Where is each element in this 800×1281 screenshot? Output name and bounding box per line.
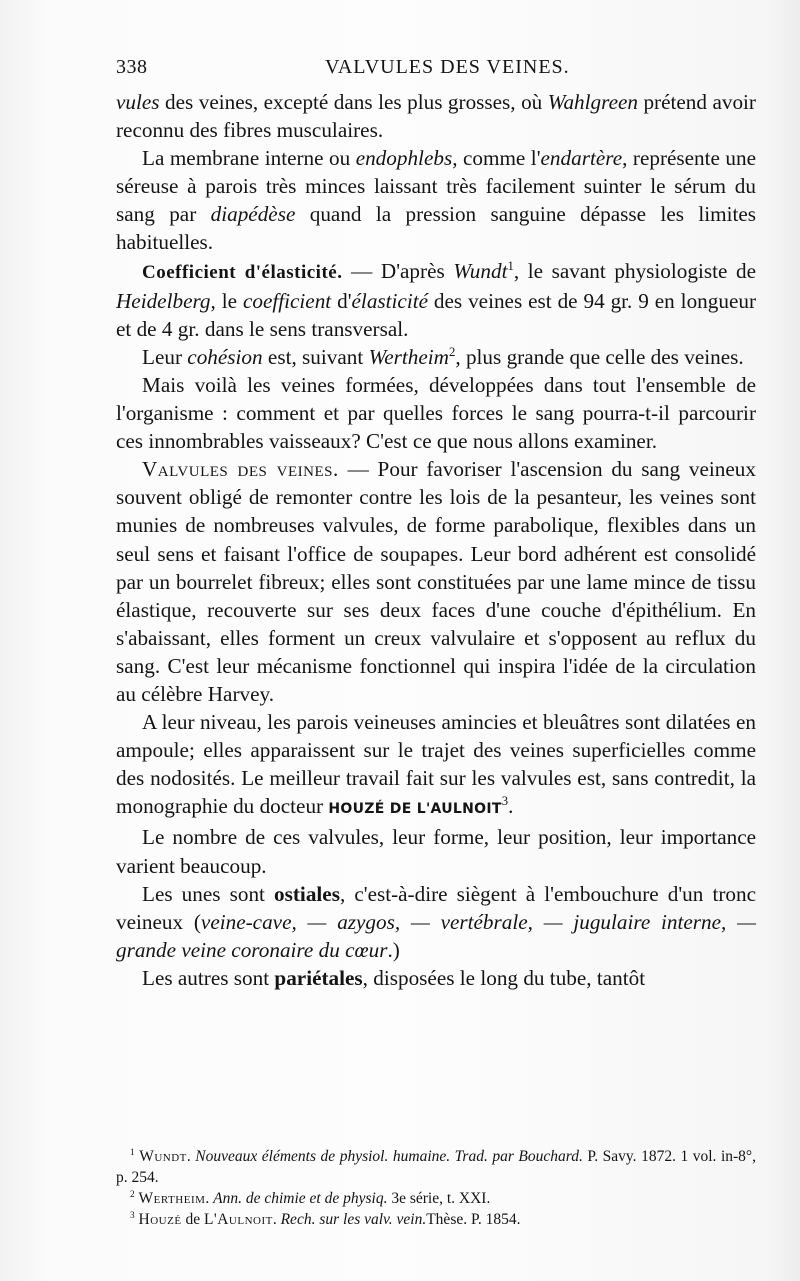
footnote-2 [116,1188,756,1209]
text-run: — Pour favoriser l'ascension du sang veineux souvent obligé de remonter contre les lois de la pesanteur, les veines sont munies de nombreuses valvules, de forme parabolique, flexibles dans un seul sens et faisant l'office de soupapes. Leur bord adhérent est consolidé par un bourrelet fibreux; elles sont constituées par une lame mince de tissu élastique, recouverte sur ses deux faces d'une couche d'épithélium. En s'abaissant, elles forment un creux valvulaire et s'opposent au reflux du sang. C'est leur mécanisme fonctionnel qui inspira l'idée de la circulation au célèbre Harvey. [116,457,756,706]
section-heading: Valvules des veines. [142,457,339,482]
text-run: , comme l' [452,146,541,171]
footnote-title: Rech. sur les valv. vein. [280,1211,427,1228]
body-text [116,88,756,992]
page-number: 338 [116,56,148,78]
footnote-ref: 1 [507,258,514,273]
text-run: A leur niveau, les parois veineuses amincies et bleuâtres sont dilatées en ampoule; elles apparaissent sur le trajet des veines superficielles comme des nodosités. Le meilleur travail fait sur les valvules est, sans contredit, la monographie du docteur [116,710,756,819]
footnote-author: L'Aulnoit [203,1211,273,1228]
footnote-mark: 1 [130,1147,135,1158]
italic-term: cohésion [187,344,263,369]
text-run: La membrane interne ou [142,146,356,171]
section-heading: Coefficient d'élasticité. [142,261,343,283]
footnote-3 [116,1209,756,1230]
footnote-mark: 2 [130,1189,135,1200]
text-run: . [205,1190,214,1207]
footnote-title: Ann. de chimie et de physiq. [213,1190,388,1207]
paragraph-7 [116,708,756,823]
text-run: , le [210,288,243,313]
italic-name: Wahlgreen [547,90,638,114]
text-run: . [272,1211,281,1228]
text-run: Thèse. P. 1854. [426,1211,521,1228]
text-run: 3e série, t. XXI. [387,1190,491,1207]
running-title: VALVULES DES VEINES. [325,56,570,78]
italic-term: vules [116,90,160,114]
text-run: Les autres sont [142,965,275,990]
paragraph-8: Le nombre de ces valvules, leur forme, leur position, leur importance varient beaucoup. [116,825,756,878]
paragraph-3 [116,257,756,343]
italic-term: endophlebs [355,146,453,171]
text-run: prétend avoir reconnu des fibres musculaires. [116,90,756,143]
bold-term: pariétales [274,965,363,990]
text-run: , c'est-à-dire siègent à l'embouchure d'un tronc veineux ( [116,881,756,934]
text-run: , plus grande que celle des veines. [455,344,744,369]
text-run: Les unes sont [142,881,275,906]
italic-term: élasticité [351,288,429,313]
text-run: .) [387,937,400,962]
italic-name: Wertheim [368,344,449,369]
text-run: , le savant physiologiste de [513,258,757,283]
italic-term: diapédèse [210,202,296,227]
paragraph-1 [116,88,756,144]
paragraph-4 [116,343,756,371]
paragraph-10 [116,964,756,992]
italic-term: endartère [540,146,623,171]
footnote-mark: 3 [130,1210,135,1221]
author-name: HOUZÉ DE L'AULNOIT [328,801,502,818]
paragraph-5: Mais voilà les veines formées, développées dans tout l'ensemble de l'organisme : comment et par quelles forces le sang pourra-t-il parcourir ces innombrables vaisseaux? C'est ce que nous allons examiner. [116,372,756,454]
text-run: , disposées le long du tube, tantôt [362,965,646,990]
paragraph-2 [116,144,756,256]
text-run: — D'après [342,258,454,283]
italic-name: Wundt [453,258,508,283]
text-run: , représente une séreuse à parois très minces laissant très facilement suinter le sérum du sang par [116,146,757,227]
footnotes [116,1146,756,1230]
text-run: des veines, excepté dans les plus grosses, où [159,90,548,114]
text-run: . [508,794,514,819]
paragraph-9 [116,880,756,964]
footnote-author: Houzé [138,1211,182,1228]
text-run: Leur [142,344,188,369]
italic-list: veine-cave, — azygos, — vertébrale, — jugulaire interne, — grande veine coronaire du cœur [116,909,756,962]
footnote-author: Wertheim [138,1190,206,1207]
bold-term: ostiales [274,881,340,906]
text-run: est, suivant [262,344,369,369]
footnote-ref: 3 [501,794,509,809]
text-run: . [186,1148,196,1165]
italic-name: Heidelberg [116,288,211,313]
footnote-title: Nouveaux éléments de physiol. humaine. Trad. par Bouchard. [195,1148,583,1165]
text-run: P. Savy. 1872. 1 vol. in-8°, p. 254. [116,1148,757,1186]
text-run: quand la pression sanguine dépasse les limites habituelles. [116,202,757,255]
text-run: de [181,1211,204,1228]
text-run: des veines est de 94 gr. 9 en longueur et de 4 gr. dans le sens transversal. [116,288,756,341]
footnote-ref: 2 [449,344,456,359]
footnote-1 [116,1146,756,1188]
italic-term: coefficient [242,288,332,313]
paragraph-6 [116,455,756,708]
text-run: d' [331,288,352,313]
footnote-author: Wundt [139,1148,187,1165]
